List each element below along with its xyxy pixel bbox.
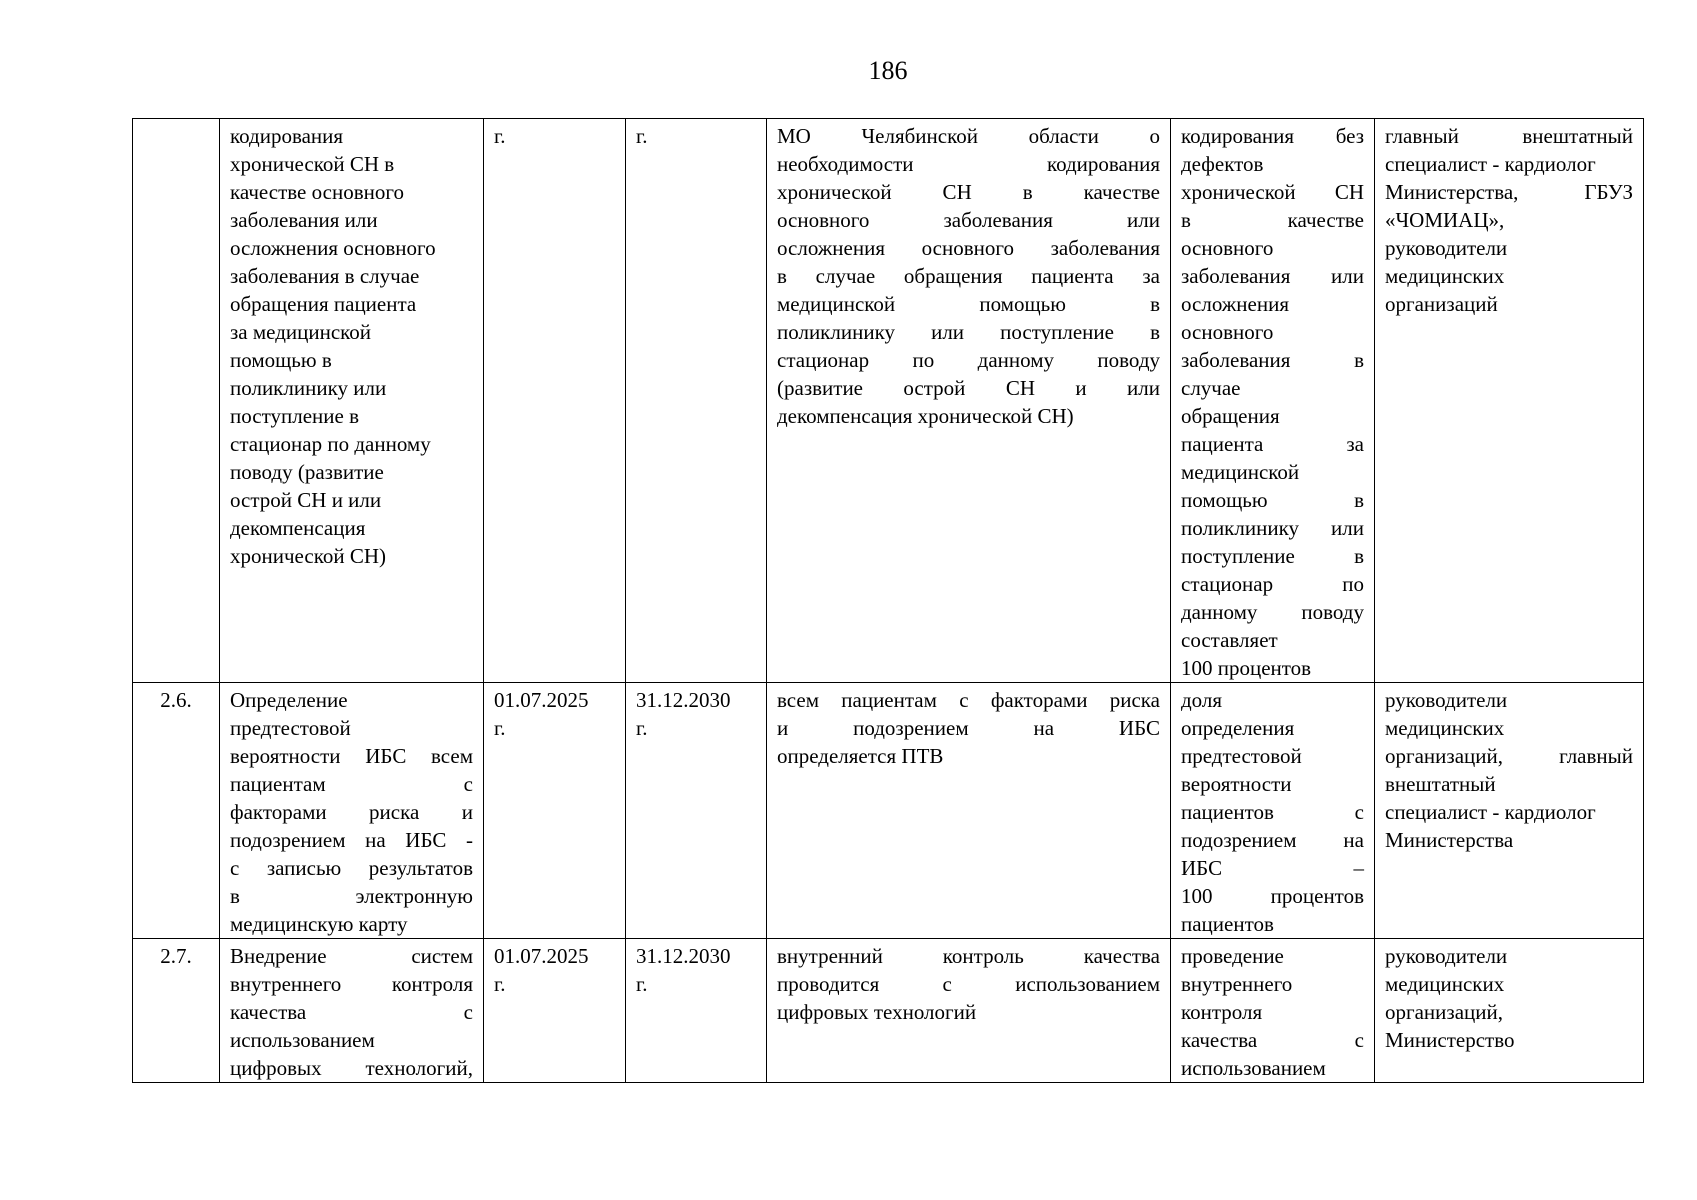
activity-cell xyxy=(220,939,484,1083)
cell-text-line: кодирования без xyxy=(1181,124,1364,148)
cell-text-line: руководители xyxy=(1385,688,1508,712)
cell-text-line: поликлинику или поступление в xyxy=(777,320,1160,344)
result-cell xyxy=(767,119,1171,683)
cell-text-line: организаций, главный xyxy=(1385,744,1633,768)
cell-text-line: случае xyxy=(1181,376,1241,400)
cell-text-line: стационар по данному xyxy=(230,432,431,456)
cell-text-line: внутреннего xyxy=(1181,972,1293,996)
cell-text-line: вероятности xyxy=(1181,772,1292,796)
cell-text-line: пациентов с xyxy=(1181,800,1364,824)
cell-text-line: 01.07.2025 xyxy=(494,688,589,712)
cell-text-line: (развитие острой СН и или xyxy=(777,376,1160,400)
cell-text-line: Внедрение систем xyxy=(230,944,473,968)
cell-text-line: обращения xyxy=(1181,404,1280,428)
end-date-cell xyxy=(626,119,767,683)
cell-text-line: поликлинику или xyxy=(1181,516,1364,540)
cell-text-line: поступление в xyxy=(1181,544,1364,568)
responsible-cell xyxy=(1375,939,1644,1083)
indicator-cell xyxy=(1171,683,1375,939)
cell-text-line: данному поводу xyxy=(1181,600,1364,624)
cell-text-line: составляет xyxy=(1181,628,1278,652)
cell-text-line: хронической СН в xyxy=(230,152,395,176)
cell-text-line: за медицинской xyxy=(230,320,372,344)
cell-text-line: стационар по данному поводу xyxy=(777,348,1160,372)
cell-text-line: г. xyxy=(494,124,506,148)
cell-text-line: медицинскую карту xyxy=(230,912,408,936)
indicator-cell xyxy=(1171,939,1375,1083)
table-row xyxy=(133,683,1644,939)
cell-text-line: дефектов xyxy=(1181,152,1264,176)
cell-text-line: специалист - кардиолог xyxy=(1385,800,1596,824)
cell-text-line: пациентов xyxy=(1181,912,1274,936)
cell-text-line: качества с xyxy=(230,1000,473,1024)
cell-text-line: и подозрением на ИБС xyxy=(777,716,1160,740)
cell-text-line: заболевания в xyxy=(1181,348,1364,372)
cell-text-line: с записью результатов xyxy=(230,856,473,880)
row-number-cell xyxy=(133,683,220,939)
page-number: 186 xyxy=(868,56,908,85)
cell-text-line: в качестве xyxy=(1181,208,1364,232)
indicator-cell xyxy=(1171,119,1375,683)
cell-text-line: Министерства xyxy=(1385,828,1514,852)
row-number: 2.6. xyxy=(160,688,192,712)
cell-text-line: основного xyxy=(1181,236,1274,260)
cell-text-line: качества с xyxy=(1181,1028,1364,1052)
cell-text-line: предтестовой xyxy=(230,716,351,740)
cell-text-line: г. xyxy=(636,124,648,148)
cell-text-line: внутренний контроль качества xyxy=(777,944,1160,968)
cell-text-line: организаций xyxy=(1385,292,1498,316)
cell-text-line: руководители xyxy=(1385,944,1508,968)
table-row xyxy=(133,939,1644,1083)
cell-text-line: цифровых технологий xyxy=(777,1000,977,1024)
cell-text-line: организаций, xyxy=(1385,1000,1503,1024)
row-number-cell xyxy=(133,939,220,1083)
cell-text-line: доля xyxy=(1181,688,1223,712)
cell-text-line: подозрением на ИБС - xyxy=(230,828,473,852)
cell-text-line: Определение xyxy=(230,688,348,712)
end-date-cell xyxy=(626,683,767,939)
responsible-cell xyxy=(1375,683,1644,939)
cell-text-line: заболевания или xyxy=(230,208,378,232)
cell-text-line: хронической СН xyxy=(1181,180,1364,204)
cell-text-line: основного заболевания или xyxy=(777,208,1160,232)
row-number-cell xyxy=(133,119,220,683)
cell-text-line: 01.07.2025 xyxy=(494,944,589,968)
activity-cell xyxy=(220,119,484,683)
activity-cell xyxy=(220,683,484,939)
cell-text-line: медицинской помощью в xyxy=(777,292,1160,316)
cell-text-line: медицинских xyxy=(1385,264,1505,288)
cell-text-line: хронической СН в качестве xyxy=(777,180,1160,204)
cell-text-line: внештатный xyxy=(1385,772,1496,796)
cell-text-line: специалист - кардиолог xyxy=(1385,152,1596,176)
cell-text-line: медицинских xyxy=(1385,716,1505,740)
cell-text-line: осложнения основного заболевания xyxy=(777,236,1160,260)
cell-text-line: 100 процентов xyxy=(1181,884,1364,908)
cell-text-line: необходимости кодирования xyxy=(777,152,1160,176)
cell-text-line: Министерства, ГБУЗ xyxy=(1385,180,1633,204)
cell-text-line: использованием xyxy=(1181,1056,1326,1080)
cell-text-line: контроля xyxy=(1181,1000,1263,1024)
cell-text-line: определяется ПТВ xyxy=(777,744,944,768)
cell-text-line: подозрением на xyxy=(1181,828,1364,852)
result-cell xyxy=(767,683,1171,939)
cell-text-line: факторами риска и xyxy=(230,800,473,824)
cell-text-line: поступление в xyxy=(230,404,359,428)
row-number: 2.7. xyxy=(160,944,192,968)
cell-text-line: г. xyxy=(494,972,506,996)
cell-text-line: декомпенсация xyxy=(230,516,366,540)
cell-text-line: 31.12.2030 xyxy=(636,688,731,712)
cell-text-line: г. xyxy=(636,716,648,740)
cell-text-line: МО Челябинской области о xyxy=(777,124,1160,148)
cell-text-line: в электронную xyxy=(230,884,473,908)
start-date-cell xyxy=(484,119,626,683)
cell-text-line: цифровых технологий, xyxy=(230,1056,473,1080)
action-plan-table xyxy=(132,118,1644,1083)
cell-text-line: поликлинику или xyxy=(230,376,387,400)
cell-text-line: 31.12.2030 xyxy=(636,944,731,968)
cell-text-line: стационар по xyxy=(1181,572,1364,596)
cell-text-line: осложнения основного xyxy=(230,236,436,260)
cell-text-line: проводится с использованием xyxy=(777,972,1160,996)
cell-text-line: острой СН и или xyxy=(230,488,382,512)
cell-text-line: определения xyxy=(1181,716,1295,740)
cell-text-line: проведение xyxy=(1181,944,1284,968)
cell-text-line: г. xyxy=(636,972,648,996)
cell-text-line: декомпенсация хронической СН) xyxy=(777,404,1074,428)
cell-text-line: предтестовой xyxy=(1181,744,1302,768)
end-date-cell xyxy=(626,939,767,1083)
cell-text-line: «ЧОМИАЦ», xyxy=(1385,208,1505,232)
cell-text-line: пациента за xyxy=(1181,432,1364,456)
start-date-cell xyxy=(484,683,626,939)
cell-text-line: использованием xyxy=(230,1028,375,1052)
cell-text-line: обращения пациента xyxy=(230,292,417,316)
cell-text-line: г. xyxy=(494,716,506,740)
cell-text-line: главный внештатный xyxy=(1385,124,1633,148)
cell-text-line: Министерство xyxy=(1385,1028,1515,1052)
result-cell xyxy=(767,939,1171,1083)
cell-text-line: всем пациентам с факторами риска xyxy=(777,688,1160,712)
cell-text-line: 100 процентов xyxy=(1181,656,1312,680)
cell-text-line: вероятности ИБС всем xyxy=(230,744,473,768)
cell-text-line: медицинских xyxy=(1385,972,1505,996)
cell-text-line: основного xyxy=(1181,320,1274,344)
cell-text-line: хронической СН) xyxy=(230,544,386,568)
cell-text-line: поводу (развитие xyxy=(230,460,384,484)
responsible-cell xyxy=(1375,119,1644,683)
cell-text-line: заболевания или xyxy=(1181,264,1364,288)
cell-text-line: медицинской xyxy=(1181,460,1300,484)
cell-text-line: руководители xyxy=(1385,236,1508,260)
cell-text-line: пациентам с xyxy=(230,772,473,796)
cell-text-line: ИБС – xyxy=(1181,856,1364,880)
cell-text-line: кодирования xyxy=(230,124,344,148)
cell-text-line: помощью в xyxy=(230,348,332,372)
cell-text-line: в случае обращения пациента за xyxy=(777,264,1160,288)
start-date-cell xyxy=(484,939,626,1083)
cell-text-line: помощью в xyxy=(1181,488,1364,512)
table-row xyxy=(133,119,1644,683)
cell-text-line: заболевания в случае xyxy=(230,264,420,288)
cell-text-line: осложнения xyxy=(1181,292,1290,316)
cell-text-line: внутреннего контроля xyxy=(230,972,473,996)
cell-text-line: качестве основного xyxy=(230,180,404,204)
